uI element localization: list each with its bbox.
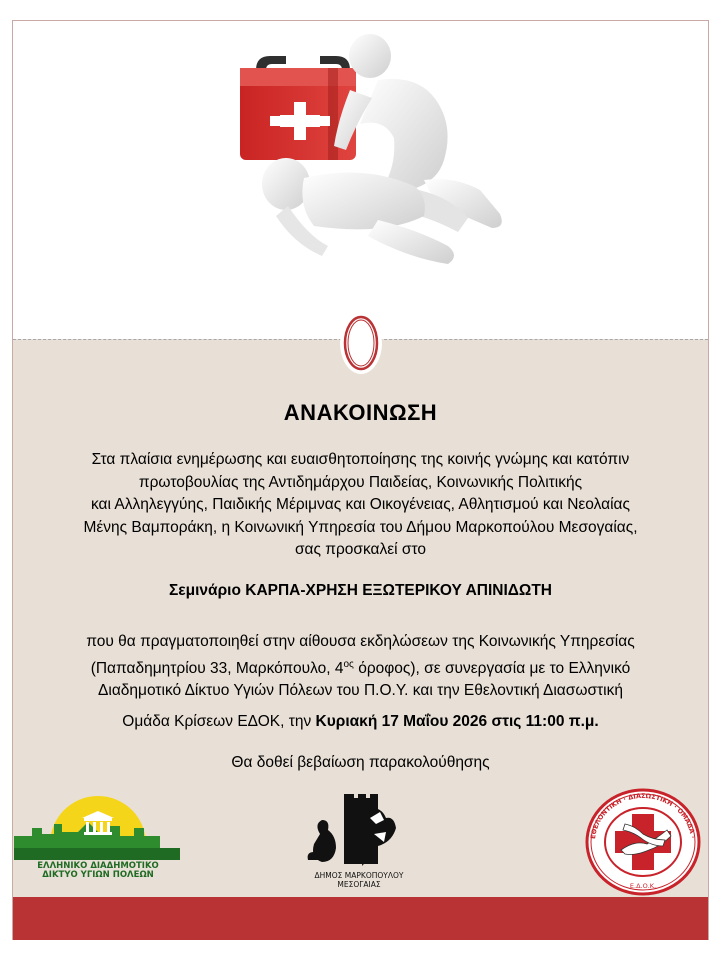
logo-caption-line: ΔΙΚΤΥΟ ΥΓΙΩΝ ΠΟΛΕΩΝ bbox=[42, 870, 154, 880]
intro-line: και Αλληλεγγύης, Παιδικής Μέριμνας και Οικογένειας, Αθλητισμού και Νεολαίας bbox=[91, 496, 630, 513]
decorative-oval-icon bbox=[338, 310, 384, 376]
healthy-cities-emblem-icon bbox=[14, 796, 182, 860]
healthy-cities-logo bbox=[14, 796, 182, 880]
details-text: (Παπαδημητρίου 33, Μαρκόπουλο, 4 bbox=[90, 659, 344, 677]
certificate-note: Θα δοθεί βεβαίωση παρακολούθησης bbox=[231, 754, 490, 771]
details-line: που θα πραγματοποιηθεί στην αίθουσα εκδηλώσεων της Κοινωνικής Υπηρεσίας bbox=[86, 633, 635, 650]
intro-line: Μένης Βαμποράκη, η Κοινωνική Υπηρεσία του Δήμου Μαρκοπούλου Μεσογαίας, bbox=[83, 518, 638, 536]
logo-caption-line: ΕΛΛΗΝΙΚΟ ΔΙΑΔΗΜΟΤΙΚΟ bbox=[37, 861, 159, 871]
details-text: όροφος), σε συνεργασία με το Ελληνικό bbox=[353, 659, 631, 677]
details-line: Διαδημοτικό Δίκτυο Υγιών Πόλεων του Π.Ο.Υ. και την Εθελοντική Διασωστική bbox=[98, 682, 623, 700]
intro-paragraph bbox=[13, 449, 708, 562]
superscript: ος bbox=[343, 658, 354, 670]
details-paragraph bbox=[13, 631, 708, 733]
edok-emblem-icon bbox=[585, 788, 701, 896]
page-title: ΑΝΑΚΟΙΝΩΣΗ bbox=[283, 400, 438, 425]
cpr-illustration bbox=[228, 30, 518, 270]
logo-caption-line: ΔΗΜΟΣ ΜΑΡΚΟΠΟΥΛΟΥ bbox=[314, 871, 404, 880]
seminar-title: Σεμινάριο ΚΑΡΠΑ-ΧΡΗΣΗ ΕΞΩΤΕΡΙΚΟΥ ΑΠΙΝΙΔΩΤΗ bbox=[168, 582, 552, 599]
footer-bar bbox=[13, 897, 708, 940]
logo-caption-line: ΜΕΣΟΓΑΙΑΣ bbox=[337, 879, 381, 889]
edok-ring-text: ΕΘΕΛΟΝΤΙΚΗ · ΔΙΑΣΩΣΤΙΚΗ · ΟΜΑΔΑ · bbox=[589, 791, 697, 840]
intro-line: Στα πλαίσια ενημέρωσης και ευαισθητοποίησης της κοινής γνώμης και κατόπιν bbox=[91, 451, 630, 468]
edok-logo bbox=[585, 788, 701, 896]
intro-line: πρωτοβουλίας της Αντιδημάρχου Παιδείας, Κοινωνικής Πολιτικής bbox=[138, 473, 583, 491]
details-text: Ομάδα Κρίσεων ΕΔΟΚ, την bbox=[122, 712, 316, 730]
details-line bbox=[13, 654, 708, 681]
municipality-emblem-icon bbox=[300, 790, 418, 868]
event-date: Κυριακή 17 Μαΐου 2026 στις 11:00 π.μ. bbox=[315, 712, 599, 730]
municipality-logo bbox=[300, 790, 418, 890]
intro-line: σας προσκαλεί στο bbox=[294, 541, 427, 558]
details-line bbox=[13, 711, 708, 734]
edok-abbreviation: Ε.Δ.Ο.Κ. bbox=[629, 882, 657, 890]
